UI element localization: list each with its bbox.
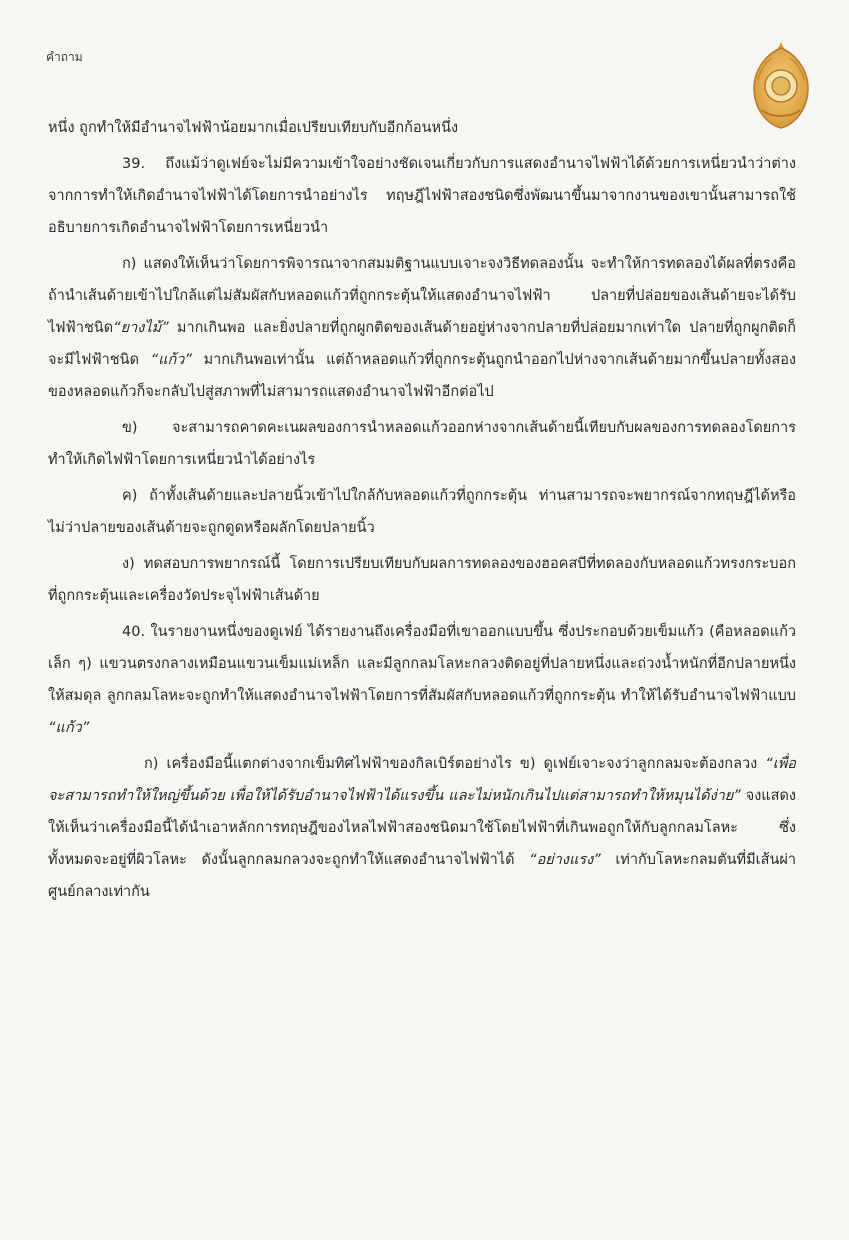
text-run: มากเกินพอ และยิ่งปลายที่ถูกผูกติดของเส้นด้ายอยู่ห่างจากปลายที่ปล่อยมากเท่าใด ปลายที่ถูกผูกติดก็จะมีไฟฟ้าชนิด (48, 320, 796, 368)
question-40-parts (48, 748, 796, 908)
document-body (48, 112, 796, 912)
question-39-part-d: ง) ทดสอบการพยากรณ์นี้ โดยการเปรียบเทียบกับผลการทดลองของฮอคสบีที่ทดลองกับหลอดแก้วทรงกระบอกที่ถูกกระตุ้นและเครื่องวัดประจุไฟฟ้าเส้นด้าย (48, 556, 796, 604)
question-39-part-b: ข) จะสามารถคาดคะเนผลของการนำหลอดแก้วออกห่างจากเส้นด้ายนี้เทียบกับผลของการทดลองโดยการทำให้เกิดไฟฟ้าโดยการเหนี่ยวนำได้อย่างไร (48, 420, 796, 468)
emphasis-glass: “แก้ว” (48, 720, 90, 736)
question-39-part-c: ค) ถ้าทั้งเส้นด้ายและปลายนิ้วเข้าไปใกล้กับหลอดแก้วที่ถูกกระตุ้น ท่านสามารถจะพยากรณ์จากทฤษฎีได้หรือไม่ว่าปลายของเส้นด้ายจะถูกดูดหรือผลักโดยปลายนิ้ว (48, 488, 796, 536)
emphasis-resin: “ยางไม้” (113, 320, 169, 336)
header-label: คำถาม (46, 50, 83, 64)
text-run: ก) เครื่องมือนี้แตกต่างจากเข็มทิศไฟฟ้าของกิลเบิร์ตอย่างไร ข) ดูเฟย์เจาะจงว่าลูกกลมจะต้องกลวง (144, 756, 766, 772)
emphasis-strong: “อย่างแรง” (529, 852, 601, 868)
question-39-part-a (48, 248, 796, 408)
text-run: ก) แสดงให้เห็นว่าโดยการพิจารณาจากสมมติฐานแบบเจาะจงวิธีทดลองนั้น จะทำให้การทดลองได้ผลที่ตรงคือ ถ้านำเส้นด้ายเข้าไปใกล้แต่ไม่สัมผัสกับหลอดแก้วที่ถูกกระตุ้นให้แสดงอำนาจไฟฟ้า ปลายที่ปล่อยของเส้นด้ายจะได้รับไฟฟ้าชนิด (48, 256, 796, 336)
text-run: มากเกินพอเท่านั้น แต่ถ้าหลอดแก้วที่ถูกกระตุ้นถูกนำออกไปห่างจากเส้นด้ายมากขึ้นปลายทั้งสองของหลอดแก้วก็จะกลับไปสู่สภาพที่ไม่สามารถแสดงอำนาจไฟฟ้าอีกต่อไป (48, 352, 796, 400)
emphasis-quote: “เพื่อจะสามารถทำให้ใหญ่ขึ้นด้วย เพื่อให้ได้รับอำนาจไฟฟ้าได้แรงขึ้น และไม่หนักเกินไปแต่สามารถทำให้หมุนได้ง่าย” (48, 756, 796, 804)
text-run: จงแสดงให้เห็นว่าเครื่องมือนี้ได้นำเอาหลักการทฤษฎีของไหลไฟฟ้าสองชนิดมาใช้โดยไฟฟ้าที่เกินพอถูกให้กับลูกกลมโลหะ ซึ่งทั้งหมดจะอยู่ที่ผิวโลหะ ดังนั้นลูกกลมกลวงจะถูกทำให้แสดงอำนาจไฟฟ้าได้ (48, 788, 796, 868)
question-40 (48, 616, 796, 744)
emphasis-glass: “แก้ว” (150, 352, 192, 368)
paragraph-continuation: หนึ่ง ถูกทำให้มีอำนาจไฟฟ้าน้อยมากเมื่อเปรียบเทียบกับอีกก้อนหนึ่ง (48, 120, 459, 136)
question-39: 39. ถึงแม้ว่าดูเฟย์จะไม่มีความเข้าใจอย่างชัดเจนเกี่ยวกับการแสดงอำนาจไฟฟ้าได้ด้วยการเหนี่ยวนำว่าต่างจากการทำให้เกิดอำนาจไฟฟ้าได้โดยการนำอย่างไร ทฤษฎีไฟฟ้าสองชนิดซึ่งพัฒนาขึ้นมาจากงานของเขานั้นสามารถใช้อธิบายการเกิดอำนาจไฟฟ้าโดยการเหนี่ยวนำ (48, 156, 796, 236)
text-run: เท่ากับโลหะกลมตันที่มีเส้นผ่าศูนย์กลางเท่ากัน (48, 852, 797, 900)
text-run: 40. ในรายงานหนึ่งของดูเฟย์ ได้รายงานถึงเครื่องมือที่เขาออกแบบขึ้น ซึ่งประกอบด้วยเข็มแก้ว (คือหลอดแก้วเล็ก ๆ) แขวนตรงกลางเหมือนแขวนเข็มแม่เหล็ก และมีลูกกลมโลหะกลวงติดอยู่ที่ปลายหนึ่งและถ่วงน้ำหนักที่อีกปลายหนึ่งให้สมดุล ลูกกลมโลหะจะถูกทำให้แสดงอำนาจไฟฟ้าโดยการที่สัมผัสกับหลอดแก้วที่ถูกกระตุ้น ทำให้ได้รับอำนาจไฟฟ้าแบบ (48, 624, 796, 704)
